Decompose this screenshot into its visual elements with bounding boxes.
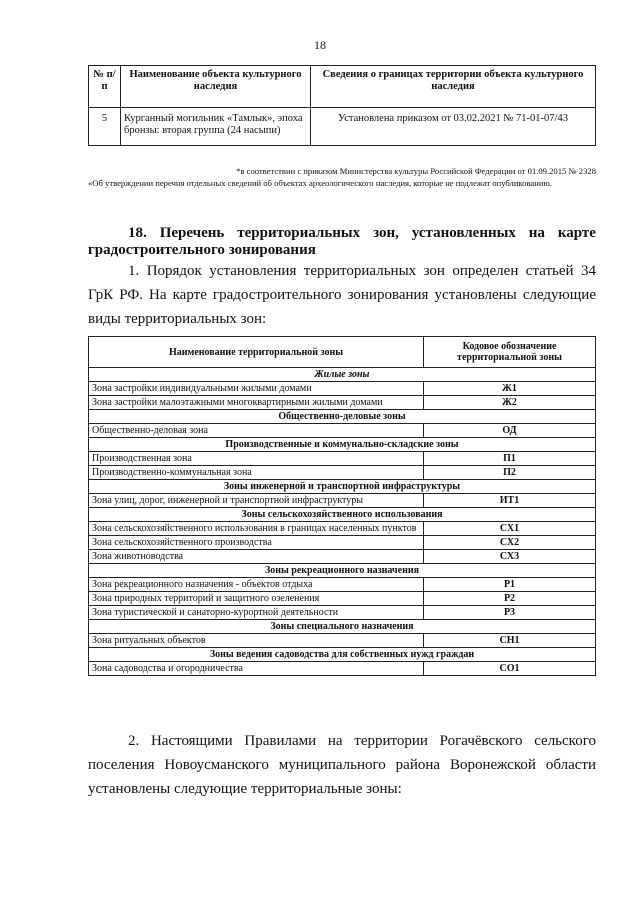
header-zone-name: Наименование территориальной зоны xyxy=(89,337,424,368)
table-row xyxy=(89,382,596,396)
heading-word: 18. xyxy=(128,225,147,241)
table-row xyxy=(89,550,596,564)
zone-name: Зона ритуальных объектов xyxy=(89,634,424,648)
zone-code: ОД xyxy=(424,424,596,438)
heritage-table-header xyxy=(89,66,596,108)
zone-name: Зона застройки индивидуальными жилыми домами xyxy=(89,382,424,396)
zone-name: Зона сельскохозяйственного использования в границах населенных пунктов xyxy=(89,522,424,536)
zones-table-header xyxy=(89,337,596,368)
header-zone-code: Кодовое обозначение территориальной зоны xyxy=(424,337,596,368)
zone-group-title: Зоны рекреационного назначения xyxy=(89,564,596,578)
zone-name: Зона туристической и санаторно-курортной деятельности xyxy=(89,606,424,620)
table-row xyxy=(89,634,596,648)
zone-group-row xyxy=(89,480,596,494)
table-row xyxy=(89,466,596,480)
zone-code: Р1 xyxy=(424,578,596,592)
zone-group-row xyxy=(89,620,596,634)
paragraph-1 xyxy=(88,259,596,331)
zone-code: Р2 xyxy=(424,592,596,606)
paragraph-2 xyxy=(88,729,596,801)
zone-name: Зона природных территорий и защитного озеленения xyxy=(89,592,424,606)
table-row xyxy=(89,494,596,508)
zone-group-title: Общественно-деловые зоны xyxy=(89,410,596,424)
zone-code: СХ3 xyxy=(424,550,596,564)
zone-name: Общественно-деловая зона xyxy=(89,424,424,438)
zone-group-title: Производственные и коммунально-складские зоны xyxy=(89,438,596,452)
footnote xyxy=(88,166,596,189)
table-row xyxy=(89,592,596,606)
zone-group-row xyxy=(89,410,596,424)
zone-name: Зона животноводства xyxy=(89,550,424,564)
zone-group-title: Зоны инженерной и транспортной инфраструктуры xyxy=(89,480,596,494)
paragraph-line: виды территориальных зон: xyxy=(88,311,267,327)
zones-table xyxy=(88,336,596,676)
zone-group-row xyxy=(89,564,596,578)
zone-name: Зона рекреационного назначения - объектов отдыха xyxy=(89,578,424,592)
heading-word: Перечень xyxy=(159,225,225,241)
zone-group-row xyxy=(89,648,596,662)
zone-group-row xyxy=(89,508,596,522)
table-row xyxy=(89,662,596,676)
zone-group-title: Зоны специального назначения xyxy=(89,620,596,634)
paragraph-line: установлены следующие территориальные зоны: xyxy=(88,781,402,797)
zone-group-title: Жилые зоны xyxy=(89,368,596,382)
header-num: № п/п xyxy=(89,66,121,108)
zone-name: Зона сельскохозяйственного производства xyxy=(89,536,424,550)
table-row xyxy=(89,606,596,620)
zone-code: СХ1 xyxy=(424,522,596,536)
zone-name: Производственная зона xyxy=(89,452,424,466)
footnote-rest: «Об утверждении перечня отдельных сведений об объектах археологического наследия, которые не подлежат опубликованию. xyxy=(88,177,552,188)
heading-word: на xyxy=(528,225,545,241)
table-row xyxy=(89,578,596,592)
table-row xyxy=(89,108,596,146)
zone-code: Ж2 xyxy=(424,396,596,410)
heading-line2: градостроительного зонирования xyxy=(88,242,316,258)
zone-code: СО1 xyxy=(424,662,596,676)
zone-code: Ж1 xyxy=(424,382,596,396)
zone-group-row xyxy=(89,438,596,452)
zone-code: П2 xyxy=(424,466,596,480)
page-number: 18 xyxy=(314,38,326,52)
zone-code: П1 xyxy=(424,452,596,466)
table-row xyxy=(89,522,596,536)
zone-name: Зона застройки малоэтажными многоквартирными жилыми домами xyxy=(89,396,424,410)
zone-code: СХ2 xyxy=(424,536,596,550)
zone-code: ИТ1 xyxy=(424,494,596,508)
header-boundaries-info: Сведения о границах территории объекта культурного наследия xyxy=(311,66,596,108)
heading-word: территориальных xyxy=(237,225,361,241)
paragraph-line: ГрК РФ. На карте градостроительного зонирования установлены следующие xyxy=(88,287,596,303)
footnote-line1: *в соответствии с приказом Министерства культуры Российской Федерации от 01.09.2015 № 2328 xyxy=(236,166,596,176)
zone-group-title: Зоны сельскохозяйственного использования xyxy=(89,508,596,522)
zone-name: Зона садоводства и огородничества xyxy=(89,662,424,676)
heading-word: установленных xyxy=(411,225,516,241)
paragraph-line: поселения Новоусманского муниципального района Воронежской области xyxy=(88,757,596,773)
paragraph-line: 2. Настоящими Правилами на территории Рогачёвского сельского xyxy=(128,733,596,749)
section-heading xyxy=(88,225,596,259)
zone-name: Зона улиц, дорог, инженерной и транспортной инфраструктуры xyxy=(89,494,424,508)
row-num: 5 xyxy=(89,108,121,146)
heading-word: зон, xyxy=(373,225,399,241)
row-boundaries-info: Установлена приказом от 03.02.2021 № 71-01-07/43 xyxy=(311,108,596,146)
header-object-name: Наименование объекта культурного наследия xyxy=(121,66,311,108)
heading-word: карте xyxy=(557,225,596,241)
zone-name: Производственно-коммунальная зона xyxy=(89,466,424,480)
zone-group-row xyxy=(89,368,596,382)
row-object-name: Курганный могильник «Тамлык», эпоха бронзы: вторая группа (24 насыпи) xyxy=(121,108,311,146)
zone-code: СН1 xyxy=(424,634,596,648)
zone-code: Р3 xyxy=(424,606,596,620)
table-row xyxy=(89,424,596,438)
table-row xyxy=(89,396,596,410)
heritage-table xyxy=(88,65,596,146)
table-row xyxy=(89,452,596,466)
zone-group-title: Зоны ведения садоводства для собственных нужд граждан xyxy=(89,648,596,662)
paragraph-line: 1. Порядок установления территориальных зон определен статьей 34 xyxy=(128,263,596,279)
table-row xyxy=(89,536,596,550)
